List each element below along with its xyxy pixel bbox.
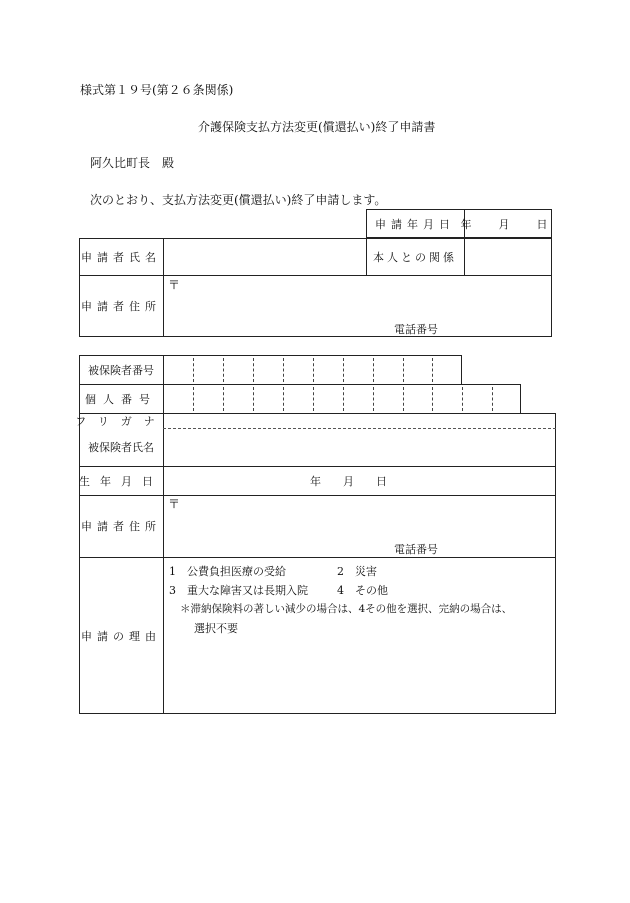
relation-field[interactable] [465, 239, 551, 274]
addressee: 阿久比町長 殿 [90, 156, 175, 170]
insured-number-label: 被保険者番号 [88, 364, 154, 377]
birth-date-label: 生年月日 [79, 474, 163, 488]
application-date-label: 申請年月日 [375, 217, 455, 231]
furigana-field[interactable] [164, 414, 555, 427]
reason-option-4[interactable]: 4 その他 [337, 584, 388, 597]
insured-postal-mark: 〒 [168, 497, 181, 511]
insured-address-label: 申請者住所 [81, 520, 161, 533]
document-title: 介護保険支払方法変更(償還払い)終了申請書 [198, 120, 436, 134]
applicant-address-field[interactable] [164, 276, 551, 336]
reason-label: 申請の理由 [81, 629, 161, 643]
applicant-name-label: 申請者氏名 [81, 250, 161, 264]
insured-name-label: 被保険者氏名 [88, 441, 154, 454]
relation-label: 本人との関係 [373, 250, 457, 264]
applicant-address-label: 申請者住所 [81, 300, 161, 313]
reason-option-1[interactable]: 1 公費負担医療の受給 [169, 565, 286, 578]
insured-address-field[interactable] [164, 496, 555, 556]
intro-text: 次のとおり、支払方法変更(償還払い)終了申請します。 [90, 193, 387, 207]
reason-option-2[interactable]: 2 災害 [337, 565, 377, 578]
personal-number-field[interactable] [164, 385, 520, 413]
reason-note-line1: ＊滞納保険料の著しい減少の場合は、4その他を選択、完納の場合は、 [180, 603, 513, 615]
applicant-phone-label: 電話番号 [394, 323, 438, 336]
birth-date-value[interactable]: 年 月 日 [310, 475, 387, 488]
reason-option-3[interactable]: 3 重大な障害又は長期入院 [169, 584, 308, 597]
postal-mark: 〒 [168, 278, 181, 292]
insured-number-field[interactable] [164, 356, 461, 384]
personal-number-label: 個人番号 [85, 393, 157, 406]
application-date-field[interactable]: 年 月 日 [460, 217, 556, 231]
applicant-name-field[interactable] [164, 239, 365, 274]
reason-note-line2: 選択不要 [194, 622, 238, 635]
form-number: 様式第１９号(第２６条関係) [80, 83, 234, 97]
insured-name-field[interactable] [164, 429, 555, 465]
insured-phone-label: 電話番号 [394, 543, 438, 556]
furigana-label: フリガナ [75, 414, 167, 428]
